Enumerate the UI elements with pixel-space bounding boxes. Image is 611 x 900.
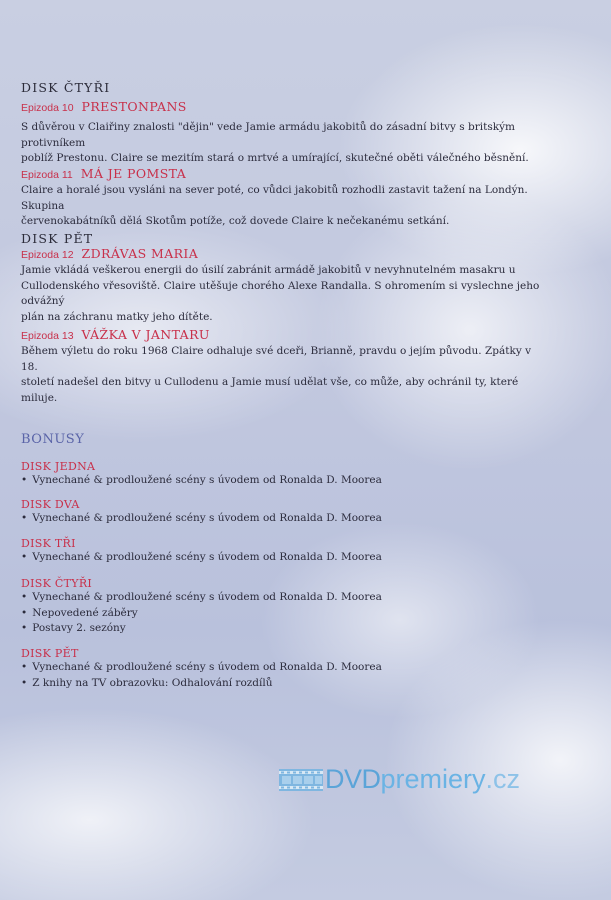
bonus-item: • Vynechané & prodloužené scény s úvodem od Ronalda D. Moorea — [21, 473, 382, 489]
bonus-disk-3-heading: DISK TŘI — [21, 537, 76, 550]
episode-11-description — [21, 183, 541, 230]
episode-10-desc-line: poblíž Prestonu. Claire se mezitím stará o mrtvé a umírající, skutečné oběti válečného běsnění. — [21, 152, 529, 164]
bonus-disk-3 — [21, 537, 382, 566]
episode-12-desc-line: plán na záchranu matky jeho dítěte. — [21, 310, 213, 323]
episode-13-title: VÁŽKA V JANTARU — [81, 327, 210, 342]
episode-12-desc-line: Jamie vkládá veškerou energii do úsilí zabránit armádě jakobitů v nevyhnutelném masakru u — [21, 264, 516, 276]
episode-11-desc-line: Claire a horalé jsou vysláni na sever poté, co vůdci jakobitů rozhodli zastavit tažení na Londýn. Skupina — [21, 184, 528, 212]
bonus-disk-5-heading: DISK PĚT — [21, 647, 79, 660]
bonus-disk-1-heading: DISK JEDNA — [21, 460, 96, 473]
bonus-disk-5 — [21, 647, 382, 691]
bonus-item: • Vynechané & prodloužené scény s úvodem od Ronalda D. Moorea — [21, 550, 382, 566]
dvdpremiery-logo — [279, 764, 520, 795]
episode-12-title: ZDRÁVAS MARIA — [81, 246, 199, 261]
episode-10-heading — [21, 99, 187, 114]
bonus-disk-4-heading: DISK ČTYŘI — [21, 577, 93, 590]
bonus-item: • Vynechané & prodloužené scény s úvodem od Ronalda D. Moorea — [21, 590, 382, 606]
bonus-disk-1 — [21, 460, 382, 489]
episode-11-desc-line: červenokabátníků dělá Skotům potíže, což dovede Claire k nečekanému setkání. — [21, 215, 450, 227]
episode-13-heading — [21, 327, 210, 342]
episode-11-title: MÁ JE POMSTA — [80, 166, 187, 181]
episode-11-label: Epizoda 11 — [21, 169, 73, 181]
bonus-item: • Nepovedené záběry — [21, 606, 382, 622]
bonus-item: • Vynechané & prodloužené scény s úvodem od Ronalda D. Moorea — [21, 660, 382, 676]
disk-5-heading: DISK PĚT — [21, 231, 94, 246]
bonus-item: • Postavy 2. sezóny — [21, 621, 382, 637]
bonus-disk-2-heading: DISK DVA — [21, 498, 80, 511]
episode-10-title: PRESTONPANS — [81, 99, 187, 114]
logo-premiery-text: premiery — [380, 764, 486, 794]
episode-13-description — [21, 344, 541, 406]
bonus-section-title: BONUSY — [21, 432, 85, 447]
episode-10-desc-line: S důvěrou v Claiřiny znalosti "dějin" vede Jamie armádu jakobitů do zásadní bitvy s britským protivníkem — [21, 121, 515, 149]
episode-13-desc-line: století nadešel den bitvy u Cullodenu a Jamie musí udělat vše, co může, aby ochránil ty, které miluje. — [21, 376, 519, 404]
bonus-disk-2 — [21, 498, 382, 527]
disk-4-heading: DISK ČTYŘI — [21, 80, 111, 95]
logo-cz-text: .cz — [485, 764, 521, 794]
bonus-item: • Z knihy na TV obrazovku: Odhalování rozdílů — [21, 676, 382, 692]
episode-12-desc-line: Cullodenského vřesoviště. Claire utěšuje chorého Alexe Randalla. S ohromením si vyslechne jeho odvážný — [21, 279, 540, 307]
episode-13-desc-line: Během výletu do roku 1968 Claire odhaluje své dceři, Brianně, pravdu o jejím původu. Zpátky v 18. — [21, 345, 532, 373]
bonus-item: • Vynechané & prodloužené scény s úvodem od Ronalda D. Moorea — [21, 511, 382, 527]
episode-10-label: Epizoda 10 — [21, 102, 74, 114]
episode-12-label: Epizoda 12 — [21, 249, 74, 261]
film-strip-icon — [279, 769, 323, 791]
episode-10-description — [21, 120, 541, 167]
episode-12-description — [21, 263, 541, 325]
logo-dvd-text: DVD — [325, 764, 381, 794]
episode-12-heading — [21, 246, 198, 261]
episode-13-label: Epizoda 13 — [21, 330, 74, 342]
episode-11-heading — [21, 166, 186, 181]
bonus-disk-4 — [21, 577, 382, 637]
